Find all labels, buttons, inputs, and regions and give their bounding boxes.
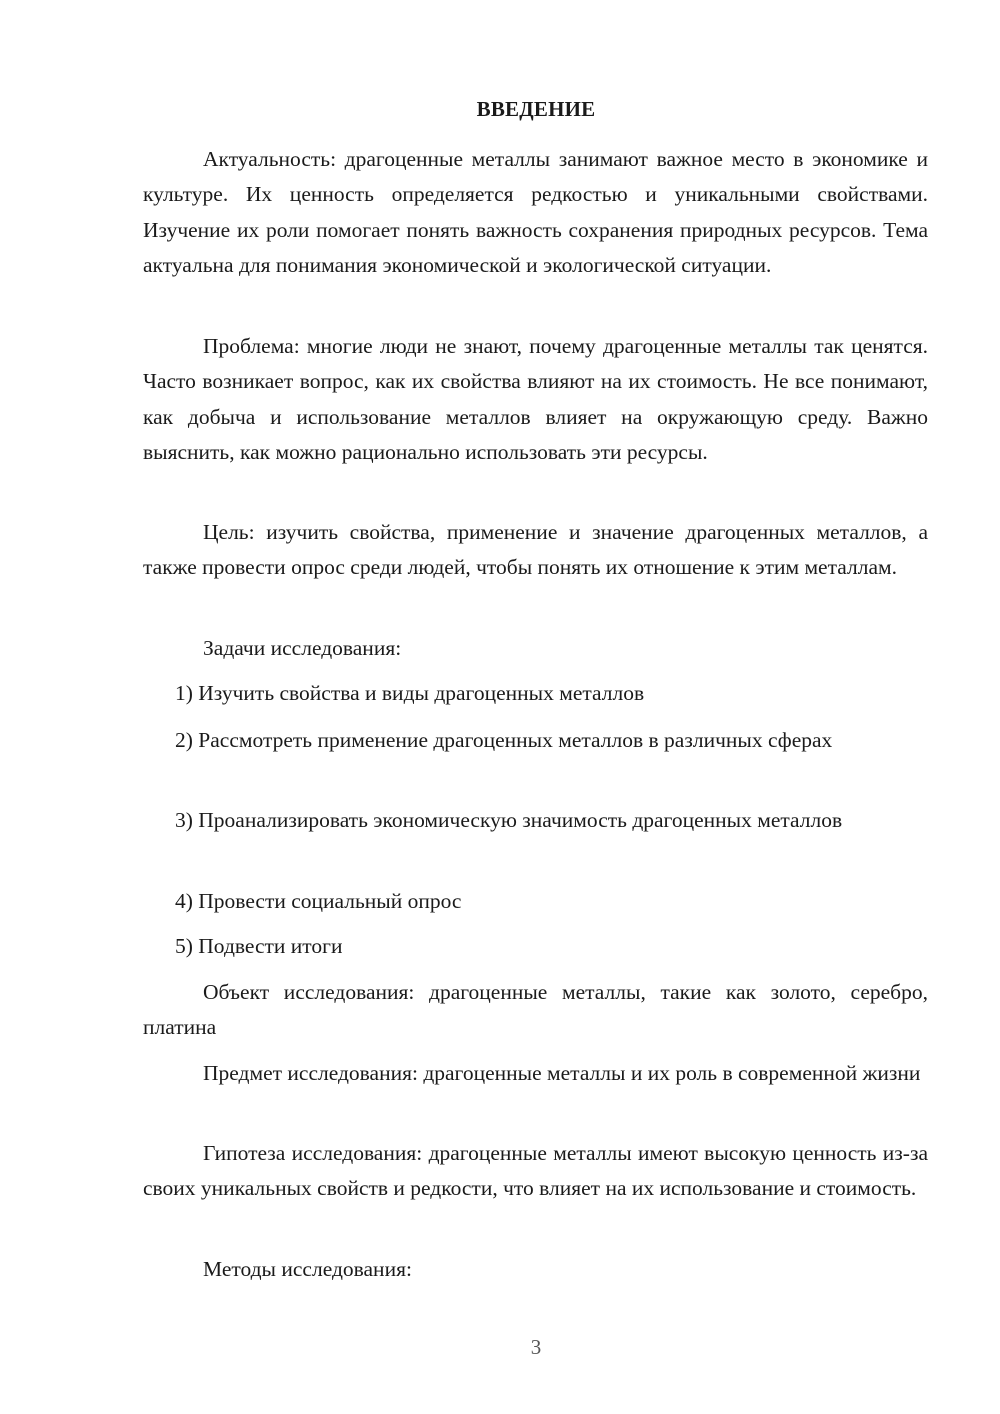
task-item-5: 5) Подвести итоги	[175, 934, 343, 958]
paragraph-goal: Цель: изучить свойства, применение и значение драгоценных металлов, а также провести опрос среди людей, чтобы понять их отношение к этим металлам.	[143, 520, 928, 580]
task-item-2: 2) Рассмотреть применение драгоценных металлов в различных сферах	[175, 728, 833, 752]
task-item-1: 1) Изучить свойства и виды драгоценных металлов	[175, 681, 645, 705]
tasks-heading: Задачи исследования:	[203, 636, 402, 660]
section-heading: ВВЕДЕНИЕ	[476, 97, 596, 121]
task-item-4: 4) Провести социальный опрос	[175, 889, 462, 913]
paragraph-object: Объект исследования: драгоценные металлы, такие как золото, серебро, платина	[143, 980, 928, 1040]
paragraph-relevance: Актуальность: драгоценные металлы занимают важное место в экономике и культуре. Их ценность определяется редкостью и уникальными свойствами. Изучение их роли помогает понять важность сохранения природных ресурсов. Тема актуальна для понимания экономической и экологической ситуации.	[143, 147, 928, 277]
paragraph-hypothesis: Гипотеза исследования: драгоценные металлы имеют высокую ценность из-за своих уникальных свойств и редкости, что влияет на их использование и стоимость.	[143, 1141, 928, 1201]
paragraph-subject: Предмет исследования: драгоценные металлы и их роль в современной жизни	[203, 1061, 921, 1085]
task-item-3: 3) Проанализировать экономическую значимость драгоценных металлов	[175, 808, 843, 832]
methods-heading: Методы исследования:	[203, 1257, 412, 1281]
page-number: 3	[530, 1335, 542, 1359]
paragraph-problem: Проблема: многие люди не знают, почему драгоценные металлы так ценятся. Часто возникает вопрос, как их свойства влияют на их стоимость. Не все понимают, как добыча и использование металлов влияет на окружающую среду. Важно выяснить, как можно рационально использовать эти ресурсы.	[143, 334, 928, 464]
